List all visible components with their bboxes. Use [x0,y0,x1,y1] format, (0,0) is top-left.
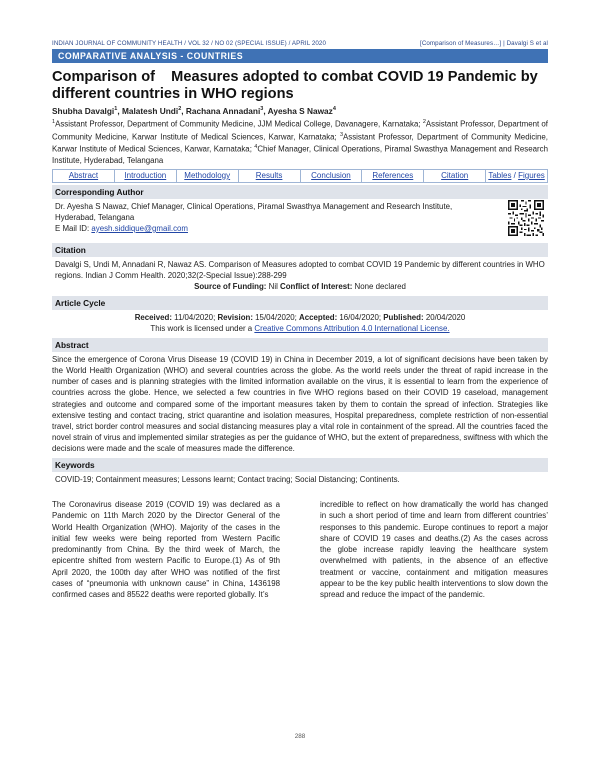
email-link[interactable]: ayesh.siddique@gmail.com [91,223,188,233]
article-cycle-heading: Article Cycle [52,296,548,310]
conflict-label: Conflict of Interest: [280,281,353,291]
nav-introduction[interactable]: Introduction [115,170,177,182]
qr-code-icon [508,200,544,236]
funding-label: Source of Funding: [194,281,267,291]
author-sup: 3 [260,106,264,113]
funding-value: Nil [266,281,281,291]
nav-separator: / [511,170,519,180]
keywords-heading: Keywords [52,458,548,472]
citation-text: Davalgi S, Undi M, Annadani R, Nawaz AS. Comparison of Measures adopted to combat COVID 19 Pandemic by different countries in WHO regions. Indian J Comm Health. 2020;32(2-Special Issue):288-299 [55,259,545,280]
article-page [52,40,548,600]
affil-sup: 4 [254,144,258,151]
body-column-left: The Coronavirus disease 2019 (COVID 19) was declared as a Pandemic on 11th March 2020 by the Director General of the World Health Organization (WHO). Majority of the cases in the initial few weeks were being reported from Western Pacific predominantly from China. By the third week of March, the epicentre shifted from western Pacific to Europe.(1) As of 9th April 2020, the 100th day after WHO was notified of the first cases of “pneumonia with unknown cause” in China, 1436198 confirmed cases and 85522 deaths were reported globally. It’s [52,500,280,599]
license-link[interactable]: Creative Commons Attribution 4.0 International License. [254,323,450,333]
nav-results[interactable]: Results [239,170,301,182]
nav-tables[interactable]: Tables [488,170,512,180]
citation-heading: Citation [52,243,548,257]
journal-header: INDIAN JOURNAL OF COMMUNITY HEALTH / VOL 32 / NO 02 (SPECIAL ISSUE) / APRIL 2020 [52,40,327,47]
affil-sup: 3 [339,131,344,138]
received-date: 11/04/2020; [171,312,218,322]
corresponding-text: Dr. Ayesha S Nawaz, Chief Manager, Clinical Operations, Piramal Swasthya Management and Research Institute, Hyderabad, Telangana [55,201,453,222]
revision-label: Revision: [217,312,253,322]
received-label: Received: [134,312,172,322]
nav-tables-figures [486,170,547,182]
citation-box [52,257,548,294]
funding-line [55,281,545,292]
nav-citation[interactable]: Citation [424,170,486,182]
accepted-date: 16/04/2020; [337,312,384,322]
keywords-text: COVID-19; Containment measures; Lessons learnt; Contact tracing; Social Distancing; Continents. [55,475,400,485]
license-line [55,323,545,334]
email-line [55,223,490,234]
author-name: Rachana Annadani [185,106,261,116]
body-column-right: incredible to reflect on how dramatically the world has changed in such a short period of time and learn from different countries’ responses to this pandemic. Europe continues to report a major share of COVID 19 cases and deaths.(2) As the cases across the globe increase rapidly leaving the healthcare system overwhelmed with patients, in the absence of an effective treatment or vaccine, containment and mitigation measures appear to be the key public health interventions to slow down the spread and reduce the impact of the pandemic. [320,500,548,599]
published-date: 20/04/2020 [423,312,466,322]
corresponding-heading: Corresponding Author [52,185,548,199]
affiliation: Assistant Professor, Department of Community Medicine, JJM Medical College, Davanagere, Karnataka; [55,119,423,129]
author-list: Shubha Davalgi$^1$, Malatesh Undi$^2$, Rachana Annadani$^3$, Ayesha S Nawaz$^4$ [52,106,336,116]
revision-date: 15/04/2020; [252,312,300,322]
corresponding-box [52,199,548,241]
license-text: This work is licensed under a [150,323,255,333]
short-reference: [Comparison of Measures…] | Davalgi S et al [420,40,548,47]
affiliations [52,117,548,166]
article-cycle-box [52,310,548,336]
author-sup: 4 [332,106,336,113]
author-name: Malatesh Undi [121,106,179,116]
author-sup: 2 [178,106,182,113]
affil-sup: 1 [52,119,56,125]
author-name: Shubha Davalgi [52,106,115,116]
author-name: Ayesha S Nawaz [267,106,333,116]
author-sup: 1 [114,106,118,113]
section-label: COMPARATIVE ANALYSIS - COUNTRIES [52,49,548,63]
nav-methodology[interactable]: Methodology [177,170,239,182]
abstract-text: Since the emergence of Corona Virus Disease 19 (COVID 19) in China in December 2019, a lot of significant decisions have been taken by the World Health Organization (WHO) and several countries across the globe. As the world reels under the threat of rapid increase in the number of cases and is planning strategies with the limited information available on the virus, it is essential to learn from the experience of countries across the globe. Hence, we selected a few countries in five WHO regions based on their COVID 19 caseload, management strategies and outcome and compared some of the important measures taken by them to contain the spread of infection. Strategies like extensive testing and contact tracing, strict quarantine and isolation measures, Hospital preparedness, complete restriction of non-essential travel, strict border control measures and social distancing measures play a vital role in containment of the spread. All the countries faced the novel strain of virus and implemented similar strategies as per the guidance of WHO, but the extent of preparedness, swiftness with which the decisions were made and the scale of measures made the difference. [52,354,548,454]
article-title: Comparison of Measures adopted to combat COVID 19 Pandemic by different countries in WHO regions [52,69,542,102]
accepted-label: Accepted: [299,312,338,322]
body-columns [52,499,548,600]
affiliation: Assistant Professor, Department of Community Medicine, Karwar Institute of Medical Sciences, Karwar, Karnataka; [52,119,548,142]
abstract-heading: Abstract [52,338,548,352]
published-label: Published: [383,312,424,322]
affil-sup: 2 [422,119,426,125]
conflict-value: None declared [352,281,406,291]
nav-figures[interactable]: Figures [518,170,545,180]
nav-references[interactable]: References [362,170,424,182]
nav-abstract[interactable]: Abstract [53,170,115,182]
affiliation: Chief Manager, Clinical Operations, Piramal Swasthya Management and Research Institute, Hyderabad, Telangana [52,144,548,165]
page-number: 288 [294,733,306,740]
section-nav [52,169,548,183]
affiliation: Assistant Professor, Department of Community Medicine, Karwar Institute of Medical Sciences, Karwar, Karnataka; [52,132,549,154]
running-header [52,40,548,47]
dates-line [55,312,545,323]
nav-conclusion[interactable]: Conclusion [301,170,363,182]
email-label: E Mail ID: [55,223,92,233]
